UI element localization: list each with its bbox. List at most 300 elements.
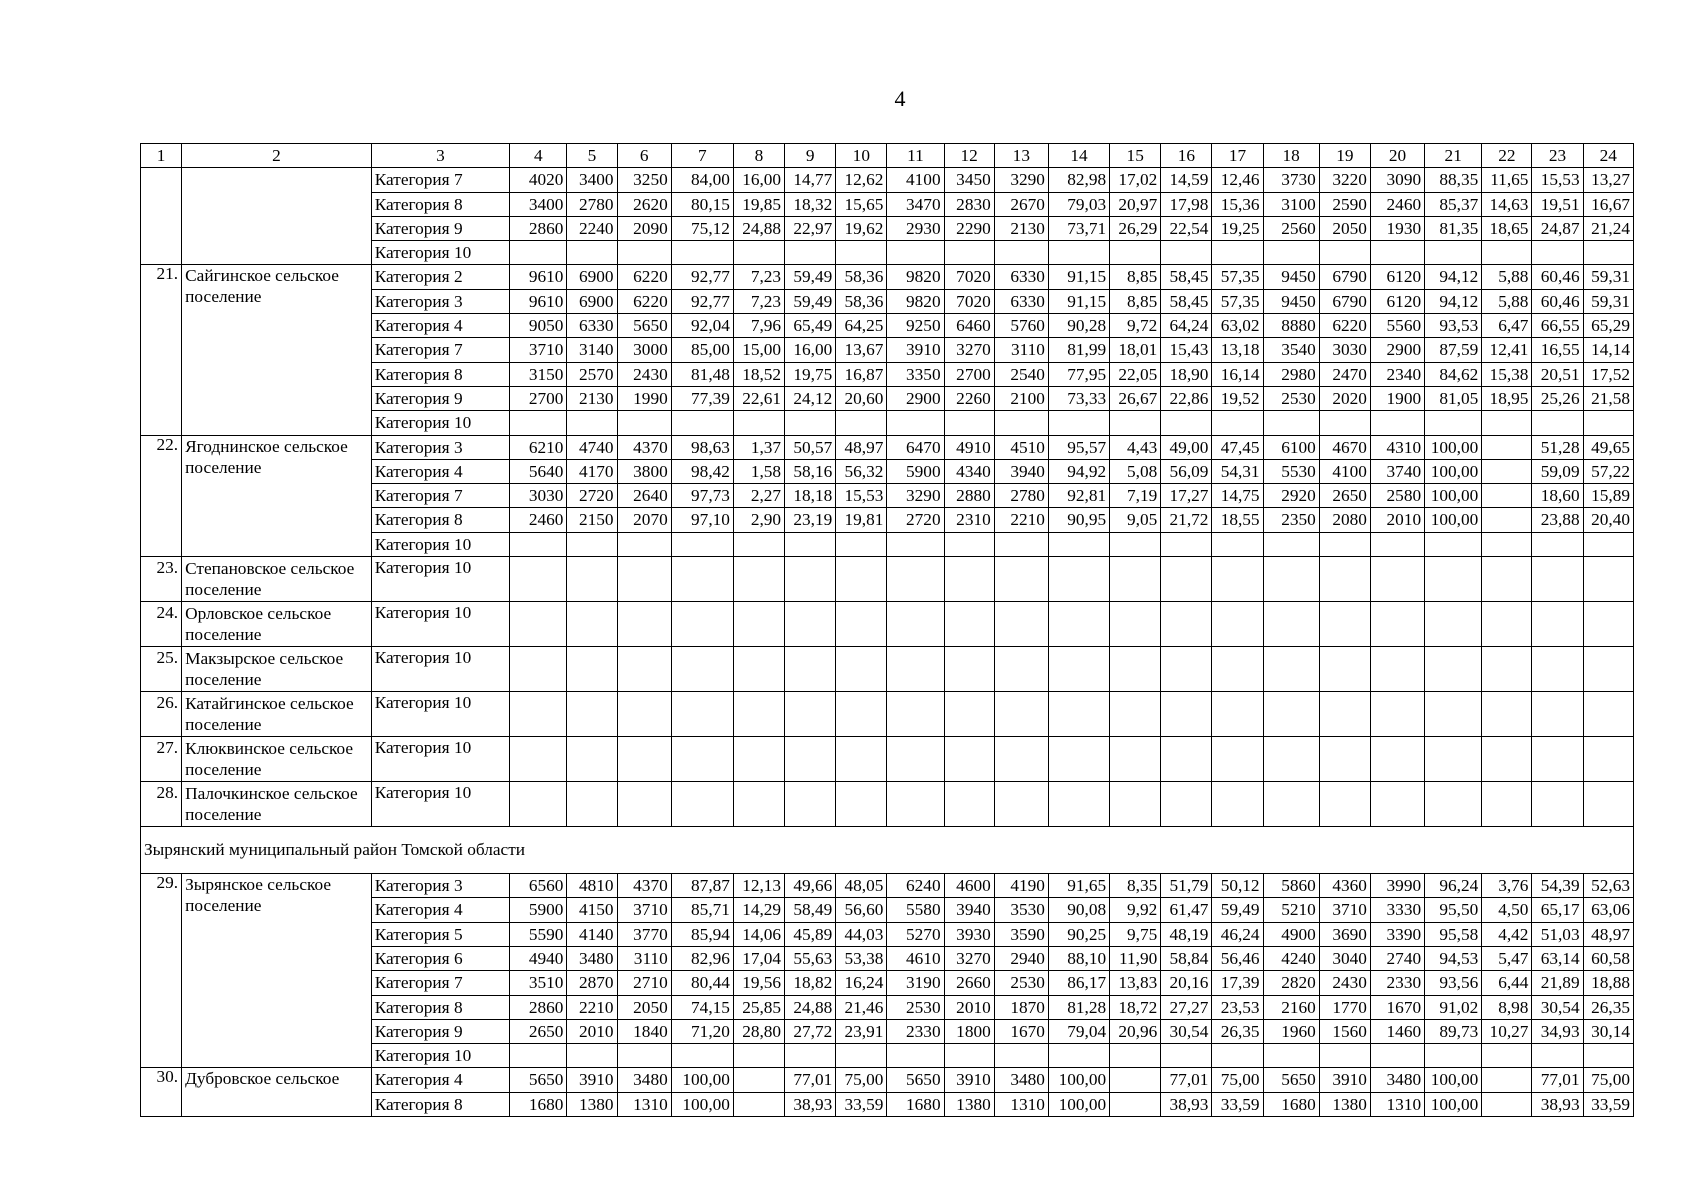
value-cell-col-12: 3910 (944, 1068, 994, 1092)
value-cell-col-12: 1380 (944, 1092, 994, 1116)
value-cell-col-6: 5650 (617, 314, 671, 338)
value-cell-col-15: 18,01 (1110, 338, 1161, 362)
column-header-7: 7 (671, 144, 733, 168)
value-cell-col-17: 18,55 (1212, 508, 1263, 532)
value-cell-col-9: 38,93 (785, 1092, 836, 1116)
value-cell-col-20 (1370, 602, 1424, 647)
value-cell-col-20 (1370, 557, 1424, 602)
value-cell-col-8: 28,80 (733, 1019, 784, 1043)
value-cell-col-7 (671, 647, 733, 692)
category-cell: Категория 10 (371, 411, 509, 435)
table-body (141, 144, 1634, 1117)
category-cell: Категория 10 (371, 647, 509, 692)
value-cell-col-4 (510, 557, 567, 602)
value-cell-col-12 (944, 532, 994, 556)
value-cell-col-5: 2010 (567, 1019, 617, 1043)
value-cell-col-19: 1380 (1319, 1092, 1370, 1116)
value-cell-col-8: 1,37 (733, 435, 784, 459)
value-cell-col-4 (510, 737, 567, 782)
value-cell-col-6: 6220 (617, 265, 671, 289)
value-cell-col-17 (1212, 532, 1263, 556)
value-cell-col-19: 6220 (1319, 314, 1370, 338)
value-cell-col-5 (567, 782, 617, 827)
value-cell-col-4: 4020 (510, 168, 567, 192)
row-number (141, 168, 182, 265)
value-cell-col-17: 46,24 (1212, 922, 1263, 946)
settlement-name: Степановское сельское поселение (182, 557, 372, 602)
value-cell-col-24 (1583, 1044, 1633, 1068)
value-cell-col-11: 3470 (887, 192, 944, 216)
value-cell-col-12: 3930 (944, 922, 994, 946)
category-cell: Категория 9 (371, 216, 509, 240)
category-cell: Категория 8 (371, 362, 509, 386)
value-cell-col-16: 17,27 (1161, 484, 1212, 508)
value-cell-col-21: 91,02 (1425, 995, 1482, 1019)
value-cell-col-10: 12,62 (836, 168, 887, 192)
column-header-4: 4 (510, 144, 567, 168)
value-cell-col-15 (1110, 532, 1161, 556)
value-cell-col-19: 6790 (1319, 265, 1370, 289)
value-cell-col-9 (785, 647, 836, 692)
value-cell-col-7 (671, 782, 733, 827)
value-cell-col-16: 17,98 (1161, 192, 1212, 216)
value-cell-col-18: 2530 (1263, 386, 1319, 410)
value-cell-col-13 (994, 602, 1048, 647)
value-cell-col-17: 57,35 (1212, 265, 1263, 289)
value-cell-col-17 (1212, 782, 1263, 827)
column-header-17: 17 (1212, 144, 1263, 168)
value-cell-col-16: 49,00 (1161, 435, 1212, 459)
value-cell-col-19: 2650 (1319, 484, 1370, 508)
value-cell-col-7 (671, 241, 733, 265)
value-cell-col-24 (1583, 782, 1633, 827)
value-cell-col-10: 44,03 (836, 922, 887, 946)
settlement-name: Клюквинское сельское поселение (182, 737, 372, 782)
value-cell-col-18: 1960 (1263, 1019, 1319, 1043)
value-cell-col-14: 94,92 (1048, 459, 1109, 483)
value-cell-col-17: 19,52 (1212, 386, 1263, 410)
value-cell-col-17: 50,12 (1212, 874, 1263, 898)
value-cell-col-9 (785, 737, 836, 782)
table-row (141, 265, 1634, 289)
value-cell-col-20 (1370, 647, 1424, 692)
value-cell-col-20: 6120 (1370, 289, 1424, 313)
value-cell-col-5: 2210 (567, 995, 617, 1019)
category-cell: Категория 4 (371, 459, 509, 483)
value-cell-col-18: 1680 (1263, 1092, 1319, 1116)
value-cell-col-6: 2070 (617, 508, 671, 532)
value-cell-col-14: 90,28 (1048, 314, 1109, 338)
value-cell-col-13: 4510 (994, 435, 1048, 459)
value-cell-col-11: 9820 (887, 265, 944, 289)
value-cell-col-22 (1482, 411, 1532, 435)
column-header-6: 6 (617, 144, 671, 168)
value-cell-col-5: 3480 (567, 946, 617, 970)
value-cell-col-15: 8,85 (1110, 265, 1161, 289)
value-cell-col-16: 22,86 (1161, 386, 1212, 410)
settlement-name (182, 168, 372, 265)
value-cell-col-16 (1161, 241, 1212, 265)
row-number: 29. (141, 874, 182, 1068)
value-cell-col-21: 81,35 (1425, 216, 1482, 240)
value-cell-col-14 (1048, 532, 1109, 556)
table-row (141, 782, 1634, 827)
value-cell-col-5: 4140 (567, 922, 617, 946)
column-header-10: 10 (836, 144, 887, 168)
value-cell-col-15 (1110, 647, 1161, 692)
value-cell-col-7 (671, 532, 733, 556)
value-cell-col-16 (1161, 602, 1212, 647)
value-cell-col-19 (1319, 1044, 1370, 1068)
value-cell-col-14: 82,98 (1048, 168, 1109, 192)
value-cell-col-16: 22,54 (1161, 216, 1212, 240)
value-cell-col-8: 2,90 (733, 508, 784, 532)
value-cell-col-21 (1425, 411, 1482, 435)
value-cell-col-5: 6900 (567, 289, 617, 313)
value-cell-col-15: 11,90 (1110, 946, 1161, 970)
value-cell-col-24: 59,31 (1583, 265, 1633, 289)
value-cell-col-13: 6330 (994, 265, 1048, 289)
value-cell-col-21 (1425, 782, 1482, 827)
value-cell-col-23: 25,26 (1532, 386, 1583, 410)
value-cell-col-18: 4900 (1263, 922, 1319, 946)
value-cell-col-9: 58,16 (785, 459, 836, 483)
value-cell-col-10: 16,87 (836, 362, 887, 386)
value-cell-col-14: 91,15 (1048, 265, 1109, 289)
value-cell-col-13 (994, 241, 1048, 265)
value-cell-col-9: 24,12 (785, 386, 836, 410)
value-cell-col-20: 1900 (1370, 386, 1424, 410)
value-cell-col-20: 2460 (1370, 192, 1424, 216)
value-cell-col-22: 4,50 (1482, 898, 1532, 922)
value-cell-col-17 (1212, 411, 1263, 435)
value-cell-col-17: 56,46 (1212, 946, 1263, 970)
value-cell-col-21: 100,00 (1425, 459, 1482, 483)
value-cell-col-23: 54,39 (1532, 874, 1583, 898)
value-cell-col-6: 2620 (617, 192, 671, 216)
value-cell-col-15: 22,05 (1110, 362, 1161, 386)
value-cell-col-4: 3150 (510, 362, 567, 386)
value-cell-col-15: 4,43 (1110, 435, 1161, 459)
value-cell-col-8: 24,88 (733, 216, 784, 240)
value-cell-col-20: 3740 (1370, 459, 1424, 483)
value-cell-col-10: 15,65 (836, 192, 887, 216)
value-cell-col-21 (1425, 1044, 1482, 1068)
value-cell-col-21: 95,50 (1425, 898, 1482, 922)
value-cell-col-9: 18,32 (785, 192, 836, 216)
value-cell-col-24: 75,00 (1583, 1068, 1633, 1092)
category-cell: Категория 10 (371, 782, 509, 827)
value-cell-col-20: 1930 (1370, 216, 1424, 240)
value-cell-col-4: 3400 (510, 192, 567, 216)
value-cell-col-6: 2430 (617, 362, 671, 386)
value-cell-col-12: 2830 (944, 192, 994, 216)
value-cell-col-18: 3730 (1263, 168, 1319, 192)
value-cell-col-7: 85,94 (671, 922, 733, 946)
value-cell-col-18: 2980 (1263, 362, 1319, 386)
value-cell-col-5 (567, 737, 617, 782)
value-cell-col-17: 59,49 (1212, 898, 1263, 922)
category-cell: Категория 7 (371, 971, 509, 995)
value-cell-col-19: 1560 (1319, 1019, 1370, 1043)
value-cell-col-9 (785, 241, 836, 265)
value-cell-col-14 (1048, 737, 1109, 782)
row-number: 21. (141, 265, 182, 435)
value-cell-col-22: 8,98 (1482, 995, 1532, 1019)
value-cell-col-17: 63,02 (1212, 314, 1263, 338)
value-cell-col-8: 12,13 (733, 874, 784, 898)
value-cell-col-15: 26,67 (1110, 386, 1161, 410)
value-cell-col-5: 2780 (567, 192, 617, 216)
value-cell-col-18: 2560 (1263, 216, 1319, 240)
value-cell-col-17: 12,46 (1212, 168, 1263, 192)
value-cell-col-22 (1482, 459, 1532, 483)
value-cell-col-13: 2670 (994, 192, 1048, 216)
value-cell-col-8: 19,85 (733, 192, 784, 216)
value-cell-col-18 (1263, 647, 1319, 692)
value-cell-col-23 (1532, 782, 1583, 827)
value-cell-col-24 (1583, 692, 1633, 737)
value-cell-col-5 (567, 557, 617, 602)
value-cell-col-22 (1482, 435, 1532, 459)
value-cell-col-23 (1532, 557, 1583, 602)
value-cell-col-8 (733, 1092, 784, 1116)
value-cell-col-6: 3770 (617, 922, 671, 946)
value-cell-col-20: 3390 (1370, 922, 1424, 946)
value-cell-col-7 (671, 411, 733, 435)
value-cell-col-12: 3270 (944, 946, 994, 970)
value-cell-col-10 (836, 782, 887, 827)
value-cell-col-19: 3040 (1319, 946, 1370, 970)
value-cell-col-4: 2860 (510, 995, 567, 1019)
category-cell: Категория 10 (371, 532, 509, 556)
value-cell-col-18: 2160 (1263, 995, 1319, 1019)
value-cell-col-22 (1482, 241, 1532, 265)
value-cell-col-22 (1482, 1092, 1532, 1116)
value-cell-col-21: 81,05 (1425, 386, 1482, 410)
value-cell-col-17: 33,59 (1212, 1092, 1263, 1116)
value-cell-col-16: 77,01 (1161, 1068, 1212, 1092)
value-cell-col-12: 1800 (944, 1019, 994, 1043)
value-cell-col-9: 58,49 (785, 898, 836, 922)
column-header-14: 14 (1048, 144, 1109, 168)
value-cell-col-4 (510, 782, 567, 827)
value-cell-col-8: 18,52 (733, 362, 784, 386)
value-cell-col-12 (944, 411, 994, 435)
value-cell-col-20: 2330 (1370, 971, 1424, 995)
value-cell-col-6: 6220 (617, 289, 671, 313)
value-cell-col-17 (1212, 602, 1263, 647)
value-cell-col-19: 4360 (1319, 874, 1370, 898)
value-cell-col-7: 97,10 (671, 508, 733, 532)
value-cell-col-11 (887, 411, 944, 435)
value-cell-col-18 (1263, 241, 1319, 265)
value-cell-col-16: 64,24 (1161, 314, 1212, 338)
value-cell-col-8: 7,23 (733, 265, 784, 289)
value-cell-col-19: 3030 (1319, 338, 1370, 362)
value-cell-col-12: 7020 (944, 289, 994, 313)
value-cell-col-10 (836, 241, 887, 265)
value-cell-col-6: 1840 (617, 1019, 671, 1043)
value-cell-col-6: 3000 (617, 338, 671, 362)
value-cell-col-21 (1425, 737, 1482, 782)
value-cell-col-17: 14,75 (1212, 484, 1263, 508)
value-cell-col-6 (617, 737, 671, 782)
value-cell-col-4: 5590 (510, 922, 567, 946)
value-cell-col-11: 3910 (887, 338, 944, 362)
value-cell-col-11 (887, 782, 944, 827)
value-cell-col-11: 4100 (887, 168, 944, 192)
value-cell-col-16: 15,43 (1161, 338, 1212, 362)
value-cell-col-8 (733, 411, 784, 435)
value-cell-col-21: 100,00 (1425, 435, 1482, 459)
value-cell-col-9 (785, 411, 836, 435)
value-cell-col-5: 3400 (567, 168, 617, 192)
value-cell-col-7: 75,12 (671, 216, 733, 240)
value-cell-col-10: 33,59 (836, 1092, 887, 1116)
value-cell-col-4: 5640 (510, 459, 567, 483)
value-cell-col-15 (1110, 1092, 1161, 1116)
value-cell-col-13: 3290 (994, 168, 1048, 192)
value-cell-col-8 (733, 241, 784, 265)
value-cell-col-18 (1263, 782, 1319, 827)
value-cell-col-5: 6330 (567, 314, 617, 338)
value-cell-col-7 (671, 737, 733, 782)
row-number: 25. (141, 647, 182, 692)
value-cell-col-6 (617, 782, 671, 827)
value-cell-col-5: 4170 (567, 459, 617, 483)
value-cell-col-12 (944, 647, 994, 692)
value-cell-col-19: 2080 (1319, 508, 1370, 532)
value-cell-col-7: 100,00 (671, 1092, 733, 1116)
data-table (140, 143, 1634, 1117)
value-cell-col-5 (567, 1044, 617, 1068)
value-cell-col-13 (994, 692, 1048, 737)
value-cell-col-11: 2330 (887, 1019, 944, 1043)
settlement-name: Сайгинское сельское поселение (182, 265, 372, 435)
row-number: 26. (141, 692, 182, 737)
value-cell-col-20: 2580 (1370, 484, 1424, 508)
value-cell-col-6: 3710 (617, 898, 671, 922)
value-cell-col-24: 20,40 (1583, 508, 1633, 532)
table-row (141, 647, 1634, 692)
value-cell-col-17 (1212, 241, 1263, 265)
value-cell-col-22 (1482, 532, 1532, 556)
category-cell: Категория 9 (371, 386, 509, 410)
value-cell-col-24: 15,89 (1583, 484, 1633, 508)
value-cell-col-15: 18,72 (1110, 995, 1161, 1019)
value-cell-col-5 (567, 532, 617, 556)
value-cell-col-18: 9450 (1263, 289, 1319, 313)
value-cell-col-9: 59,49 (785, 289, 836, 313)
value-cell-col-13: 3590 (994, 922, 1048, 946)
value-cell-col-12: 4910 (944, 435, 994, 459)
value-cell-col-15 (1110, 782, 1161, 827)
value-cell-col-14 (1048, 782, 1109, 827)
value-cell-col-14: 79,04 (1048, 1019, 1109, 1043)
value-cell-col-11: 6470 (887, 435, 944, 459)
value-cell-col-23: 23,88 (1532, 508, 1583, 532)
column-header-24: 24 (1583, 144, 1633, 168)
value-cell-col-18: 8880 (1263, 314, 1319, 338)
value-cell-col-8 (733, 1068, 784, 1092)
value-cell-col-19: 3220 (1319, 168, 1370, 192)
value-cell-col-6 (617, 532, 671, 556)
value-cell-col-13: 3480 (994, 1068, 1048, 1092)
value-cell-col-18: 9450 (1263, 265, 1319, 289)
value-cell-col-22: 6,44 (1482, 971, 1532, 995)
category-cell: Категория 2 (371, 265, 509, 289)
value-cell-col-22: 10,27 (1482, 1019, 1532, 1043)
category-cell: Категория 8 (371, 1092, 509, 1116)
value-cell-col-23 (1532, 1044, 1583, 1068)
table-row (141, 692, 1634, 737)
value-cell-col-22: 18,65 (1482, 216, 1532, 240)
value-cell-col-13: 2130 (994, 216, 1048, 240)
value-cell-col-21 (1425, 647, 1482, 692)
table-row (141, 557, 1634, 602)
value-cell-col-16: 58,45 (1161, 265, 1212, 289)
value-cell-col-7 (671, 1044, 733, 1068)
value-cell-col-16: 30,54 (1161, 1019, 1212, 1043)
value-cell-col-21 (1425, 602, 1482, 647)
value-cell-col-15: 26,29 (1110, 216, 1161, 240)
value-cell-col-20: 2010 (1370, 508, 1424, 532)
value-cell-col-15: 9,92 (1110, 898, 1161, 922)
column-header-1: 1 (141, 144, 182, 168)
value-cell-col-23: 38,93 (1532, 1092, 1583, 1116)
column-header-18: 18 (1263, 144, 1319, 168)
value-cell-col-12: 4340 (944, 459, 994, 483)
value-cell-col-10: 48,97 (836, 435, 887, 459)
value-cell-col-13: 1670 (994, 1019, 1048, 1043)
value-cell-col-19: 3710 (1319, 898, 1370, 922)
value-cell-col-13 (994, 737, 1048, 782)
value-cell-col-16: 56,09 (1161, 459, 1212, 483)
value-cell-col-23: 60,46 (1532, 265, 1583, 289)
value-cell-col-11: 5270 (887, 922, 944, 946)
value-cell-col-13: 2530 (994, 971, 1048, 995)
value-cell-col-24: 17,52 (1583, 362, 1633, 386)
value-cell-col-10 (836, 532, 887, 556)
value-cell-col-19: 2590 (1319, 192, 1370, 216)
value-cell-col-9: 19,75 (785, 362, 836, 386)
value-cell-col-10: 19,62 (836, 216, 887, 240)
value-cell-col-4 (510, 602, 567, 647)
value-cell-col-23 (1532, 411, 1583, 435)
value-cell-col-13: 2540 (994, 362, 1048, 386)
value-cell-col-4: 2460 (510, 508, 567, 532)
value-cell-col-5: 1380 (567, 1092, 617, 1116)
value-cell-col-21: 89,73 (1425, 1019, 1482, 1043)
value-cell-col-20 (1370, 782, 1424, 827)
table-row (141, 435, 1634, 459)
value-cell-col-11: 6240 (887, 874, 944, 898)
value-cell-col-5: 2240 (567, 216, 617, 240)
value-cell-col-10 (836, 411, 887, 435)
value-cell-col-12: 2880 (944, 484, 994, 508)
table-row (141, 874, 1634, 898)
value-cell-col-23: 15,53 (1532, 168, 1583, 192)
value-cell-col-13: 2940 (994, 946, 1048, 970)
value-cell-col-13: 3530 (994, 898, 1048, 922)
value-cell-col-13 (994, 411, 1048, 435)
value-cell-col-18 (1263, 602, 1319, 647)
value-cell-col-15 (1110, 692, 1161, 737)
value-cell-col-11: 3190 (887, 971, 944, 995)
value-cell-col-23: 77,01 (1532, 1068, 1583, 1092)
value-cell-col-10: 56,60 (836, 898, 887, 922)
